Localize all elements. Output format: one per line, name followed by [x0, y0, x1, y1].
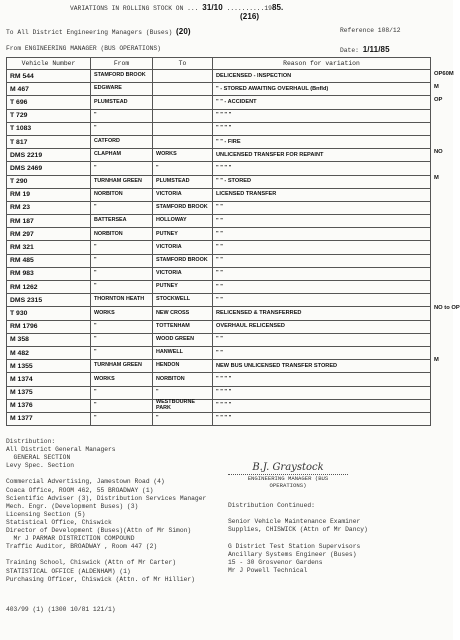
to-count: (20): [176, 27, 191, 36]
cell-to: PUTNEY: [153, 228, 213, 241]
distribution-line: 15 - 30 Grosvenor Gardens: [228, 558, 323, 566]
distribution-line: Levy Spec. Section: [6, 462, 75, 470]
cell-vehicle-number: T 1083: [7, 122, 91, 135]
table-row: [7, 109, 431, 122]
margin-note: NO: [434, 149, 443, 155]
date-line: Date: 1/11/85: [340, 45, 390, 54]
margin-note: M: [434, 175, 439, 181]
cell-from: BATTERSEA: [91, 215, 153, 228]
cell-reason: " " " ": [213, 162, 431, 175]
distribution-line: GENERAL SECTION: [6, 454, 71, 462]
distribution-line: [6, 551, 206, 559]
cell-from: EDGWARE: [91, 83, 153, 96]
distribution-line: Traffic Auditor, BROADWAY , Room 447 (2): [6, 543, 158, 551]
cell-to: STOCKWELL: [153, 294, 213, 307]
cell-from: CATFORD: [91, 135, 153, 148]
title-date: 31/10: [202, 3, 223, 12]
margin-note: OP60M: [434, 71, 454, 77]
cell-reason: " - STORED AWAITING OVERHAUL (Bnfld): [213, 83, 431, 96]
distribution-line: Distribution:: [6, 438, 56, 445]
cell-to: [153, 70, 213, 83]
cell-reason: DELICENSED - INSPECTION: [213, 70, 431, 83]
reference-line: Reference 108/12: [340, 27, 401, 34]
table-header-row: [7, 58, 431, 70]
cell-reason: " " " ": [213, 109, 431, 122]
cell-vehicle-number: T 290: [7, 175, 91, 188]
cell-reason: " " " ": [213, 412, 431, 425]
distribution-line: [228, 534, 368, 542]
cell-vehicle-number: RM 1262: [7, 281, 91, 294]
cell-from: ": [91, 267, 153, 280]
distribution-list: [6, 438, 206, 584]
cell-reason: " " - STORED: [213, 175, 431, 188]
cell-vehicle-number: T 817: [7, 135, 91, 148]
cell-reason: " " " ": [213, 373, 431, 386]
cell-to: ": [153, 162, 213, 175]
signature: B.J. Graystock: [252, 462, 324, 473]
cell-from: ": [91, 281, 153, 294]
cell-from: THORNTON HEATH: [91, 294, 153, 307]
from-line: From ENGINEERING MANAGER (BUS OPERATIONS): [6, 45, 161, 52]
distribution-line: Distribution Continued:: [228, 502, 315, 510]
cell-from: ": [91, 201, 153, 214]
cell-from: TURNHAM GREEN: [91, 175, 153, 188]
table-row: [7, 201, 431, 214]
table-row: [7, 215, 431, 228]
cell-vehicle-number: M 1376: [7, 399, 91, 412]
cell-reason: " " " ": [213, 386, 431, 399]
distribution-line: Training School, Chiswick (Attn of Mr Carter): [6, 559, 177, 567]
table-row: [7, 254, 431, 267]
distribution-line: [6, 470, 206, 478]
cell-to: STAMFORD BROOK: [153, 254, 213, 267]
cell-vehicle-number: M 482: [7, 346, 91, 359]
cell-reason: " ": [213, 215, 431, 228]
distribution-line: Scientific Adviser (3), Distribution Services Manager: [6, 494, 207, 502]
cell-to: [153, 96, 213, 109]
cell-reason: " ": [213, 294, 431, 307]
cell-reason: " " - FIRE: [213, 135, 431, 148]
cell-to: WOOD GREEN: [153, 333, 213, 346]
cell-to: TOTTENHAM: [153, 320, 213, 333]
cell-reason: " ": [213, 281, 431, 294]
cell-reason: NEW BUS UNLICENSED TRANSFER STORED: [213, 360, 431, 373]
cell-from: ": [91, 109, 153, 122]
cell-from: ": [91, 162, 153, 175]
cell-vehicle-number: RM 1796: [7, 320, 91, 333]
cell-to: VICTORIA: [153, 267, 213, 280]
distribution-line: Director of Development (Buses)(Attn of Mr Simon): [6, 527, 192, 535]
cell-from: WORKS: [91, 307, 153, 320]
header-vehicle-number: Vehicle Number: [7, 58, 91, 70]
cell-vehicle-number: M 1375: [7, 386, 91, 399]
margin-note: OP: [434, 97, 443, 103]
cell-vehicle-number: RM 297: [7, 228, 91, 241]
table-row: [7, 135, 431, 148]
cell-from: ": [91, 122, 153, 135]
margin-note: M: [434, 357, 439, 363]
cell-from: ": [91, 399, 153, 412]
cell-reason: " ": [213, 201, 431, 214]
cell-from: NORBITON: [91, 228, 153, 241]
title-year: 85.: [271, 3, 284, 12]
cell-to: WORKS: [153, 149, 213, 162]
cell-reason: " ": [213, 346, 431, 359]
distribution-line: Ancillary Systems Engineer (Buses): [228, 550, 357, 558]
distribution-line: All District General Managers: [6, 446, 116, 454]
table-row: [7, 228, 431, 241]
cell-vehicle-number: DMS 2469: [7, 162, 91, 175]
table-row: [7, 281, 431, 294]
table-body: [7, 70, 431, 426]
cell-to: PUTNEY: [153, 281, 213, 294]
form-code: 403/99 (1) (1300 10/81 121/1): [6, 606, 116, 613]
header-to: To: [153, 58, 213, 70]
cell-vehicle-number: M 467: [7, 83, 91, 96]
cell-vehicle-number: T 696: [7, 96, 91, 109]
cell-from: TURNHAM GREEN: [91, 360, 153, 373]
cell-from: ": [91, 241, 153, 254]
cell-to: HANWELL: [153, 346, 213, 359]
table-row: [7, 188, 431, 201]
cell-to: PLUMSTEAD: [153, 175, 213, 188]
distribution-line: Licensing Section (5): [6, 510, 86, 518]
cell-to: VICTORIA: [153, 188, 213, 201]
cell-vehicle-number: M 1355: [7, 360, 91, 373]
table-row: [7, 83, 431, 96]
cell-to: HENDON: [153, 360, 213, 373]
cell-reason: RELICENSED & TRANSFERRED: [213, 307, 431, 320]
cell-reason: " " - ACCIDENT: [213, 96, 431, 109]
cell-reason: " ": [213, 228, 431, 241]
table-row: [7, 399, 431, 412]
cell-to: ": [153, 412, 213, 425]
cell-to: NEW CROSS: [153, 307, 213, 320]
cell-vehicle-number: M 1374: [7, 373, 91, 386]
table-row: [7, 373, 431, 386]
margin-note: NO to OP: [434, 305, 460, 311]
cell-reason: " ": [213, 241, 431, 254]
cell-vehicle-number: M 358: [7, 333, 91, 346]
cell-vehicle-number: M 1377: [7, 412, 91, 425]
table-row: [7, 412, 431, 425]
reference-value: 108/12: [377, 27, 401, 34]
cell-reason: " " " ": [213, 122, 431, 135]
table-row: [7, 360, 431, 373]
margin-note: M: [434, 84, 439, 90]
title-sub: (216): [240, 12, 260, 21]
distribution-list-continued: [228, 494, 368, 575]
distribution-line: [228, 510, 368, 518]
cell-to: STAMFORD BROOK: [153, 201, 213, 214]
cell-vehicle-number: T 729: [7, 109, 91, 122]
cell-to: [153, 122, 213, 135]
cell-from: PLUMSTEAD: [91, 96, 153, 109]
cell-vehicle-number: RM 983: [7, 267, 91, 280]
table-row: [7, 122, 431, 135]
cell-to: [153, 109, 213, 122]
table-row: [7, 149, 431, 162]
cell-to: [153, 83, 213, 96]
cell-from: ": [91, 386, 153, 399]
cell-vehicle-number: RM 187: [7, 215, 91, 228]
cell-to: [153, 135, 213, 148]
table-row: [7, 320, 431, 333]
table-row: [7, 294, 431, 307]
table-row: [7, 241, 431, 254]
cell-to: WESTBOURNE PARK: [153, 399, 213, 412]
table-row: [7, 162, 431, 175]
distribution-line: Mech. Engr. (Development Buses) (3): [6, 502, 139, 510]
cell-to: NORBITON: [153, 373, 213, 386]
table-row: [7, 96, 431, 109]
distribution-line: Statistical Office, Chiswick: [6, 518, 112, 526]
cell-vehicle-number: T 930: [7, 307, 91, 320]
cell-vehicle-number: RM 485: [7, 254, 91, 267]
distribution-line: Purchasing Officer, Chiswick (Attn. of Mr Hillier): [6, 575, 195, 583]
distribution-line: Mr J PARMAR DISTRICTION COMPOUND: [6, 535, 135, 543]
cell-from: WORKS: [91, 373, 153, 386]
distribution-line: Mr J Powell Technical: [228, 566, 308, 574]
table-row: [7, 386, 431, 399]
cell-from: ": [91, 346, 153, 359]
cell-from: ": [91, 412, 153, 425]
distribution-line: Supplies, CHISWICK (Attn of Mr Dancy): [228, 526, 368, 534]
header-reason: Reason for variation: [213, 58, 431, 70]
cell-to: HOLLOWAY: [153, 215, 213, 228]
to-line: To All District Engineering Managers (Buses) (20): [6, 27, 191, 36]
signature-block: [228, 462, 348, 489]
cell-from: ": [91, 320, 153, 333]
cell-reason: " ": [213, 333, 431, 346]
table-row: [7, 333, 431, 346]
cell-reason: " ": [213, 254, 431, 267]
cell-from: ": [91, 254, 153, 267]
distribution-line: Coaca Office, ROOM 462, 55 BROADWAY (1): [6, 486, 154, 494]
cell-vehicle-number: RM 321: [7, 241, 91, 254]
cell-to: ": [153, 386, 213, 399]
cell-vehicle-number: RM 19: [7, 188, 91, 201]
cell-vehicle-number: RM 544: [7, 70, 91, 83]
cell-from: ": [91, 333, 153, 346]
distribution-line: G District Test Station Supervisors: [228, 542, 361, 550]
signature-title: ENGINEERING MANAGER (BUS OPERATIONS): [247, 475, 329, 489]
distribution-line: Commercial Advertising, Jamestown Road (4): [6, 478, 165, 486]
cell-vehicle-number: RM 23: [7, 201, 91, 214]
cell-reason: " " " ": [213, 399, 431, 412]
distribution-line: STATISTICAL OFFICE (ALDENHAM) (1): [6, 567, 131, 575]
table-row: [7, 307, 431, 320]
cell-to: VICTORIA: [153, 241, 213, 254]
distribution-line: [228, 494, 368, 502]
cell-reason: UNLICENSED TRANSFER FOR REPAINT: [213, 149, 431, 162]
cell-reason: LICENSED TRANSFER: [213, 188, 431, 201]
table-row: [7, 175, 431, 188]
cell-from: CLAPHAM: [91, 149, 153, 162]
document-title: VARIATIONS IN ROLLING STOCK ON ... 31/10 ..........1985. (216): [70, 3, 284, 21]
cell-vehicle-number: DMS 2219: [7, 149, 91, 162]
header-from: From: [91, 58, 153, 70]
table-row: [7, 267, 431, 280]
table-row: [7, 346, 431, 359]
variations-table: [6, 57, 431, 426]
table-row: [7, 70, 431, 83]
distribution-line: Senior Vehicle Maintenance Examiner: [228, 518, 361, 526]
cell-from: STAMFORD BROOK: [91, 70, 153, 83]
cell-reason: OVERHAUL RELICENSED: [213, 320, 431, 333]
cell-reason: " ": [213, 267, 431, 280]
cell-vehicle-number: DMS 2315: [7, 294, 91, 307]
cell-from: NORBITON: [91, 188, 153, 201]
date-value: 1/11/85: [362, 45, 390, 54]
